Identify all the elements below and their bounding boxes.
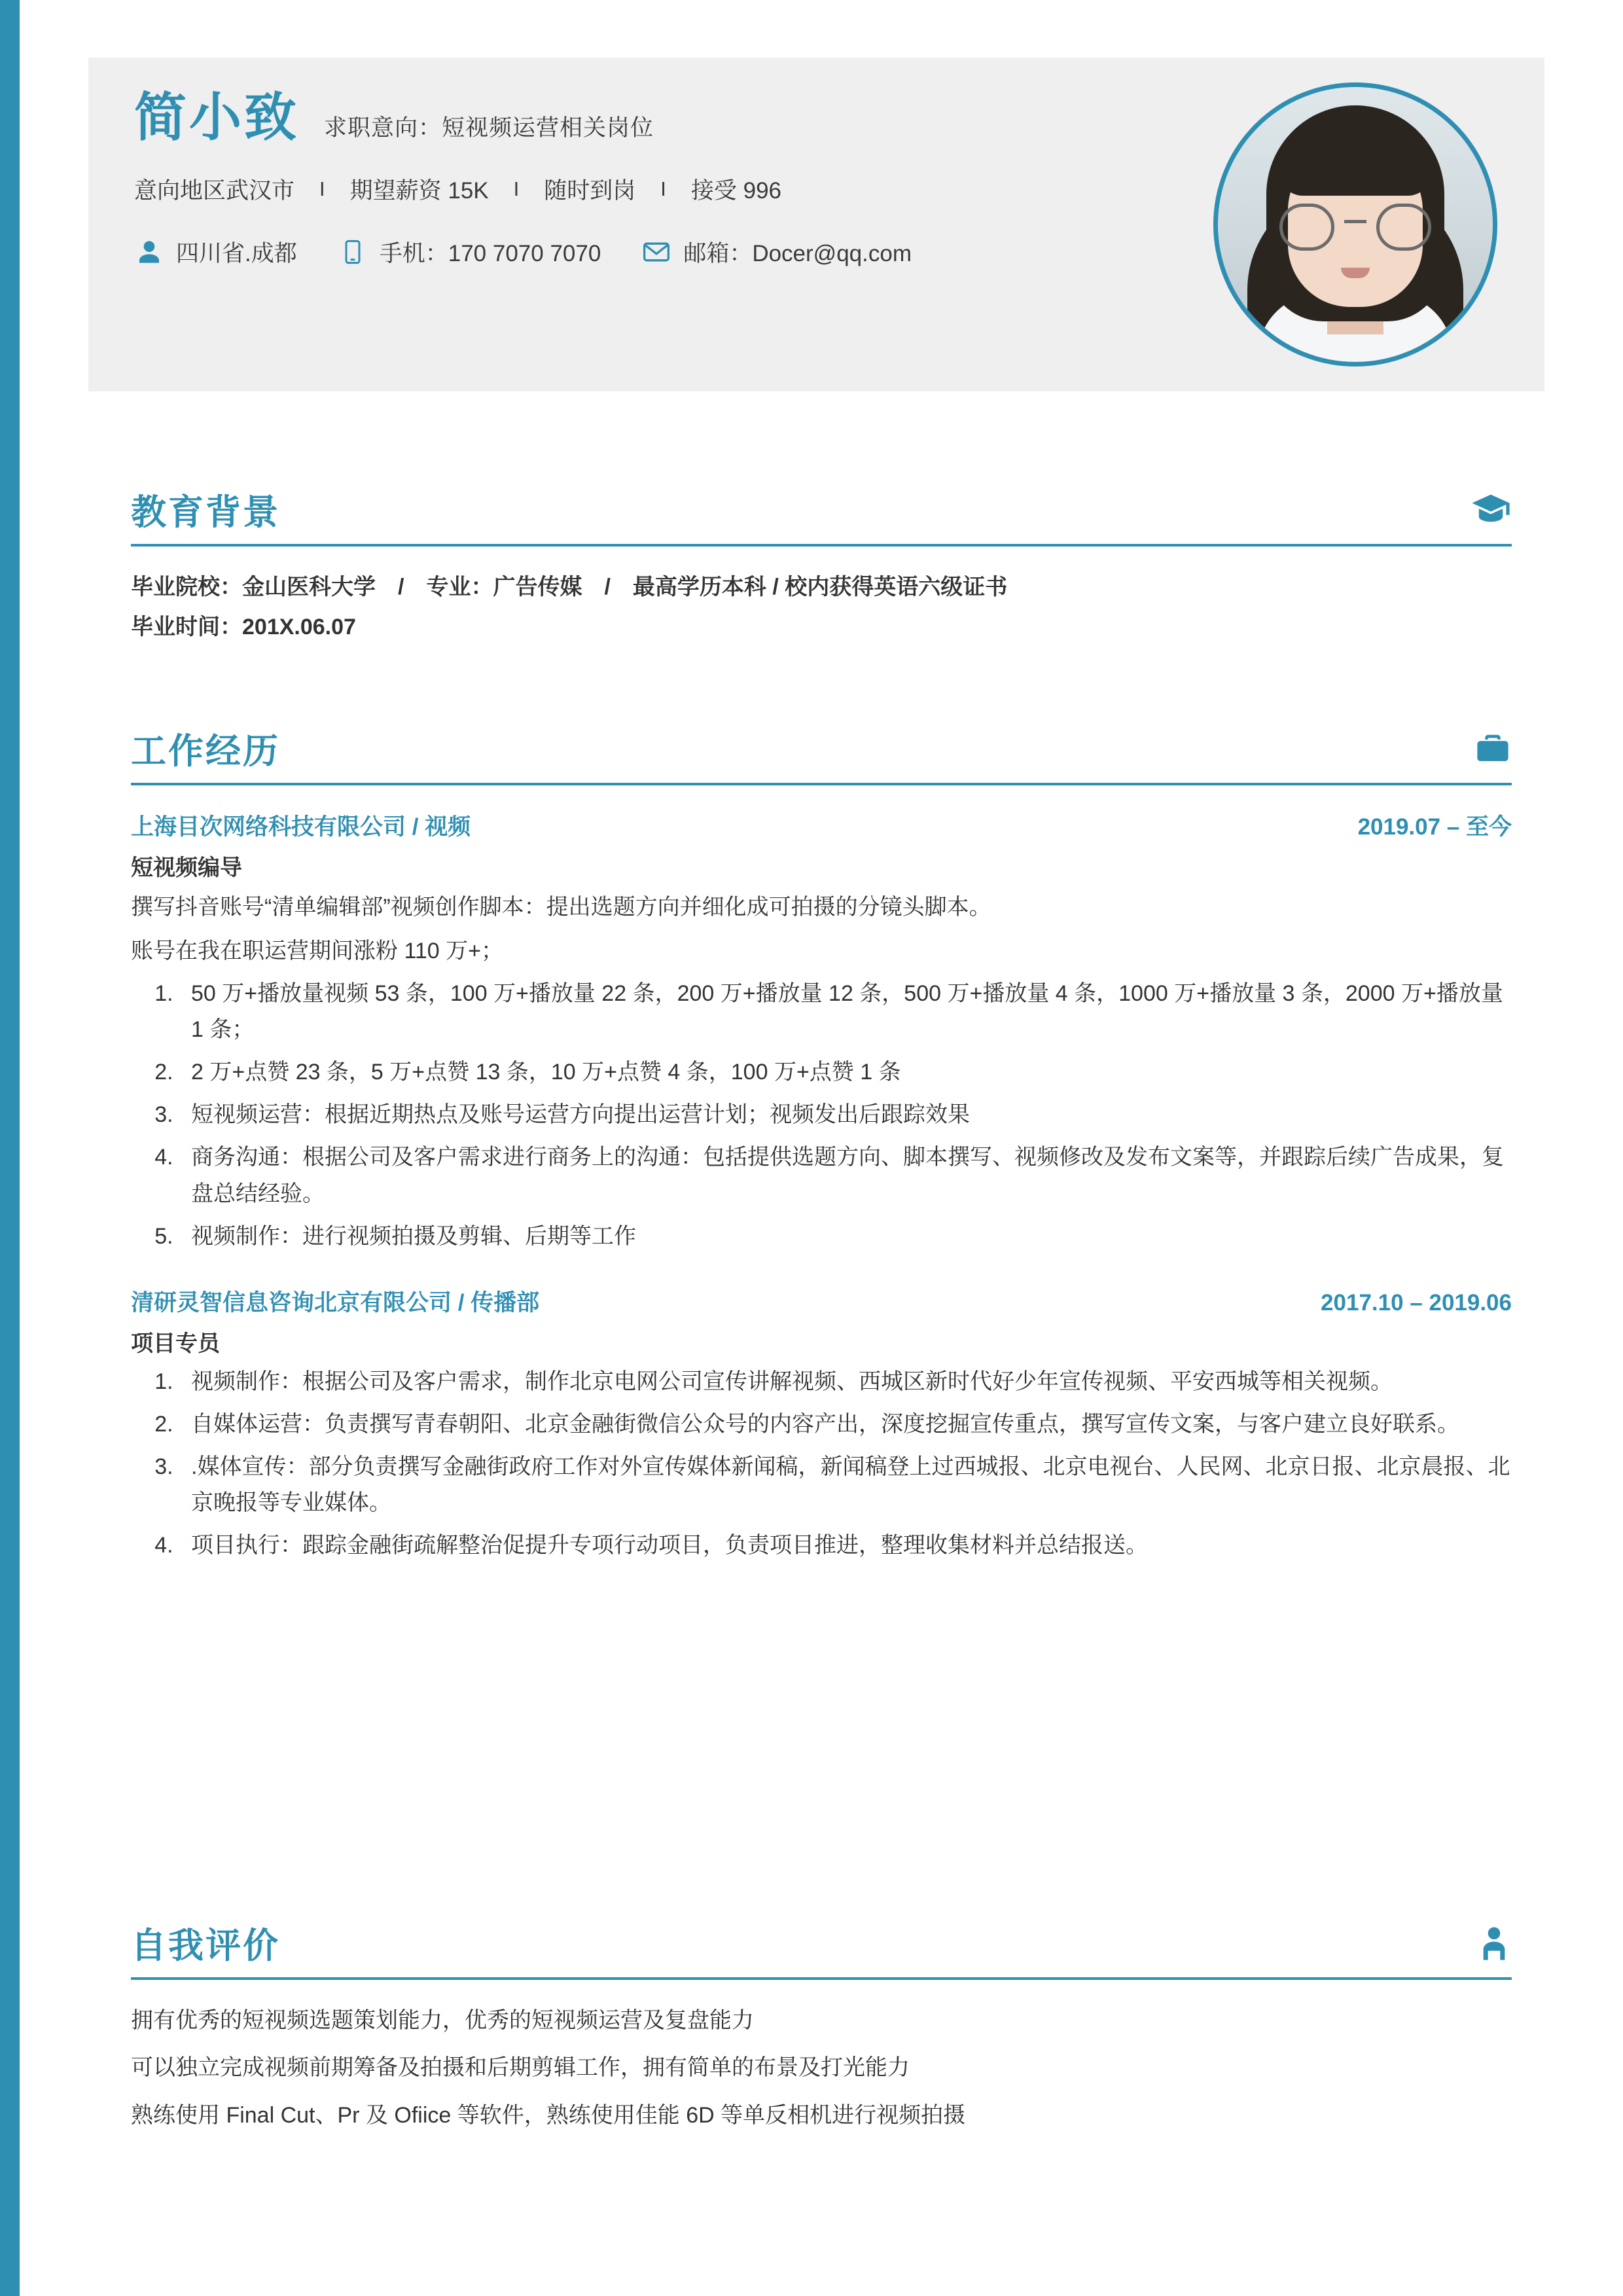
meta-salary: 期望薪资 15K [349,178,489,204]
contact-phone-text: 手机：170 7070 7070 [379,241,601,266]
contact-email-text: 邮箱：Docer@qq.com [683,241,912,266]
list-item: 4. 商务沟通：根据公司及客户需求进行商务上的沟通：包括提供选题方向、脚本撰写、视频修改及发布文案等，并跟踪后续广告成果，复盘总结经验。 [179,1139,1512,1211]
phone-icon [338,237,368,267]
job-role: 短视频编导 [131,855,242,880]
resume-header [88,58,1544,391]
header-contact-row [134,236,1234,268]
left-accent-bar-inner [20,0,41,2296]
job-organization: 上海目次网络科技有限公司 / 视频 [131,814,471,840]
job-bullet-list [131,1364,1512,1564]
user-icon [134,237,164,267]
evaluation-line: 可以独立完成视频前期筹备及拍摄和后期剪辑工作，拥有简单的布景及打光能力 [131,2055,910,2081]
job-bullet-list [131,976,1512,1255]
section-work [131,723,1512,1564]
section-evaluation [131,1918,1512,2134]
list-item: 2. 2 万+点赞 23 条，5 万+点赞 13 条，10 万+点赞 4 条，100 万+点赞 1 条 [179,1054,1512,1090]
avatar-glasses-left [1279,204,1334,251]
graduation-cap-icon [1470,493,1512,527]
job-organization: 清研灵智信息咨询北京有限公司 / 传播部 [131,1289,540,1316]
job-date: 2017.10 – 2019.06 [1321,1289,1512,1316]
list-item: 4. 项目执行：跟踪金融街疏解整治促提升专项行动项目，负责项目推进，整理收集材料并总结报送。 [179,1528,1512,1564]
work-job [131,809,1512,1255]
meta-separator: I [319,177,325,200]
list-item: 3. .媒体宣传：部分负责撰写金融街政府工作对外宣传媒体新闻稿，新闻稿登上过西城报、北京电视台、人民网、北京日报、北京晨报、北京晚报等专业媒体。 [179,1449,1512,1521]
avatar [1213,82,1497,367]
education-title: 教育背景 [131,493,280,532]
header-meta-row [134,173,1234,206]
meta-separator: I [660,177,666,200]
education-rule [131,544,1512,547]
work-title: 工作经历 [131,732,280,771]
education-title-row [131,484,1512,535]
contact-phone [338,236,601,268]
job-intent: 求职意向：短视频运营相关岗位 [324,115,654,141]
section-education [131,484,1512,641]
work-title-row [131,723,1512,774]
contact-location [134,236,297,268]
evaluation-title: 自我评价 [131,1926,280,1965]
list-item: 2. 自媒体运营：负责撰写青春朝阳、北京金融街微信公众号的内容产出，深度挖掘宣传重点，撰写宣传文案，与客户建立良好联系。 [179,1407,1512,1443]
meta-location: 意向地区武汉市 [134,178,295,204]
education-line-1: 毕业院校：金山医科大学 / 专业：广告传媒 / 最高学历本科 / 校内获得英语六级证书 [131,575,1008,600]
job-header [131,1285,1512,1318]
job-role: 项目专员 [131,1331,220,1356]
list-item: 1. 50 万+播放量视频 53 条，100 万+播放量 22 条，200 万+播放量 12 条，500 万+播放量 4 条，1000 万+播放量 3 条，2000 万+播放量 1 条； [179,976,1512,1048]
evaluation-rule [131,1977,1512,1980]
mail-icon [641,237,671,267]
job-date: 2019.07 – 至今 [1357,814,1512,840]
list-item: 1. 视频制作：根据公司及客户需求，制作北京电网公司宣传讲解视频、西城区新时代好少年宣传视频、平安西城等相关视频。 [179,1364,1512,1400]
evaluation-title-row [131,1918,1512,1968]
avatar-glasses-bridge [1344,220,1366,223]
work-rule [131,783,1512,785]
meta-availability: 随时到岗 [544,178,636,204]
meta-separator: I [513,177,520,200]
list-item: 5. 视频制作：进行视频拍摄及剪辑、后期等工作 [179,1219,1512,1255]
meta-overtime: 接受 996 [690,178,782,204]
job-paragraph: 撰写抖音账号“清单编辑部”视频创作脚本：提出选题方向并细化成可拍摄的分镜头脚本。 [131,895,991,920]
education-line-2: 毕业时间：201X.06.07 [131,615,356,639]
contact-location-text: 四川省.成都 [176,241,297,266]
candidate-name: 简小致 [134,88,299,147]
header-text-block [134,88,1234,268]
evaluation-line: 拥有优秀的短视频选题策划能力，优秀的短视频运营及复盘能力 [131,2008,754,2033]
avatar-photo [1218,87,1493,362]
person-badge-icon [1476,1925,1512,1962]
job-header [131,809,1512,842]
work-job [131,1285,1512,1564]
avatar-glasses-right [1376,204,1431,251]
avatar-fringe [1279,133,1431,196]
briefcase-icon [1474,732,1512,766]
list-item: 3. 短视频运营：根据近期热点及账号运营方向提出运营计划；视频发出后跟踪效果 [179,1097,1512,1133]
job-paragraph: 账号在我在职运营期间涨粉 110 万+； [131,939,503,964]
evaluation-line: 熟练使用 Final Cut、Pr 及 Ofiice 等软件，熟练使用佳能 6D 等单反相机进行视频拍摄 [131,2102,966,2128]
contact-email [641,236,912,268]
name-row [134,88,1234,147]
